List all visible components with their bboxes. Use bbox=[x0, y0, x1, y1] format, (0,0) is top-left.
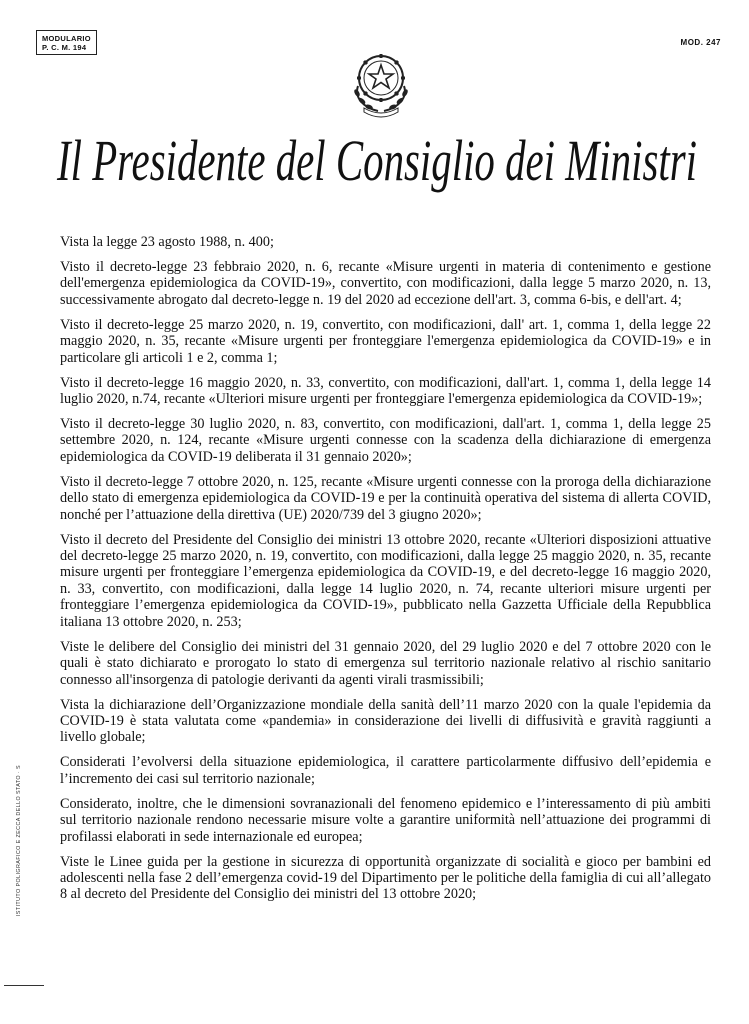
paragraph: Visto il decreto-legge 23 febbraio 2020, n. 6, recante «Misure urgenti in materia di contenimento e gestione dell'emergenza epidemiologica da COVID-19», convertito, con modificazioni, dalla legge 5 marzo 2020, n. 13, successivamente abrogato dal decreto-legge n. 19 del 2020 ad eccezione dell'art. 3, comma 6-bis, e dell'art. 4; bbox=[60, 259, 711, 308]
margin-rule bbox=[4, 985, 44, 986]
masthead-title bbox=[55, 118, 700, 210]
paragraph: Visto il decreto del Presidente del Consiglio dei ministri 13 ottobre 2020, recante «Ulteriori disposizioni attuative del decreto-legge 25 marzo 2020, n. 19, convertito, con modificazioni, dalla legge 25 maggio 2020, n. 35, recante misure urgenti per fronteggiare l’emergenza epidemiologica da COVID-19, e del decreto-legge 16 maggio 2020, n. 33, convertito, con modificazioni, dalla legge 14 luglio 2020, n. 74, recante ulteriori misure urgenti per fronteggiare l’emergenza epidemiologica da COVID-19», pubblicato nella Gazzetta Ufficiale della Repubblica italiana 13 ottobre 2020, n. 253; bbox=[60, 531, 711, 630]
form-code: MOD. 247 bbox=[680, 38, 721, 47]
paragraph: Vista la legge 23 agosto 1988, n. 400; bbox=[60, 234, 274, 250]
italian-republic-emblem-icon bbox=[348, 48, 414, 118]
paragraph: Considerati l’evolversi della situazione epidemiologica, il carattere particolarmente diffusivo dell’epidemia e l’incremento dei casi sul territorio nazionale; bbox=[60, 754, 711, 787]
paragraph: Vista la dichiarazione dell’Organizzazione mondiale della sanità dell’11 marzo 2020 con la quale l'epidemia da COVID-19 è stata valutata come «pandemia» in considerazione dei livelli di diffusività e gravità raggiunti a livello globale; bbox=[60, 696, 711, 746]
modulario-stamp bbox=[36, 30, 97, 55]
stamp-line-2: P. C. M. 194 bbox=[42, 43, 87, 52]
paragraph: Visto il decreto-legge 25 marzo 2020, n. 19, convertito, con modificazioni, dall' art. 1, comma 1, della legge 22 maggio 2020, n. 35, recante «Misure urgenti per fronteggiare l'emergenza epidemiologica da COVID-19» e in particolare gli articoli 1 e 2, comma 1; bbox=[60, 316, 711, 366]
document-body bbox=[60, 234, 711, 911]
masthead-text: Il Presidente del Consiglio dei Ministri bbox=[56, 128, 698, 193]
paragraph: Visto il decreto-legge 30 luglio 2020, n. 83, convertito, con modificazioni, dall'art. 1, comma 1, della legge 25 settembre 2020, n. 124, recante «Misure urgenti connesse con la scadenza della dichiarazione di emergenza epidemiologica da COVID-19 deliberata il 31 gennaio 2020»; bbox=[60, 416, 711, 465]
paragraph: Viste le Linee guida per la gestione in sicurezza di opportunità organizzate di socialità e gioco per bambini ed adolescenti nella fase 2 dell’emergenza covid-19 del Dipartimento per le politiche della famiglia di cui all’allegato 8 al decreto del Presidente del Consiglio dei ministri del 13 ottobre 2020; bbox=[60, 853, 711, 903]
stamp-line-1: MODULARIO bbox=[42, 34, 91, 43]
printer-side-note: ISTITUTO POLIGRAFICO E ZECCA DELLO STATO · S bbox=[16, 765, 22, 917]
paragraph: Considerato, inoltre, che le dimensioni sovranazionali del fenomeno epidemico e l’interessamento di più ambiti sul territorio nazionale rendono necessarie misure volte a garantire uniformità nell’attuazione dei programmi di profilassi elaborati in sede internazionale ed europea; bbox=[60, 795, 711, 845]
paragraph: Visto il decreto-legge 7 ottobre 2020, n. 125, recante «Misure urgenti connesse con la proroga della dichiarazione dello stato di emergenza epidemiologica da COVID-19 e per la continuità operativa del sistema di allerta COVID, nonché per l’attuazione della direttiva (UE) 2020/739 del 3 giugno 2020»; bbox=[60, 473, 711, 523]
paragraph: Viste le delibere del Consiglio dei ministri del 31 gennaio 2020, del 29 luglio 2020 e del 7 ottobre 2020 con le quali è stato dichiarato e prorogato lo stato di emergenza sul territorio nazionale relativo al rischio sanitario connesso all'insorgenza di patologie derivanti da agenti virali trasmissibili; bbox=[60, 638, 711, 688]
paragraph: Visto il decreto-legge 16 maggio 2020, n. 33, convertito, con modificazioni, dall'art. 1, comma 1, della legge 14 luglio 2020, n.74, recante «Ulteriori misure urgenti per fronteggiare l'emergenza epidemiologica da COVID-19»; bbox=[60, 374, 711, 408]
